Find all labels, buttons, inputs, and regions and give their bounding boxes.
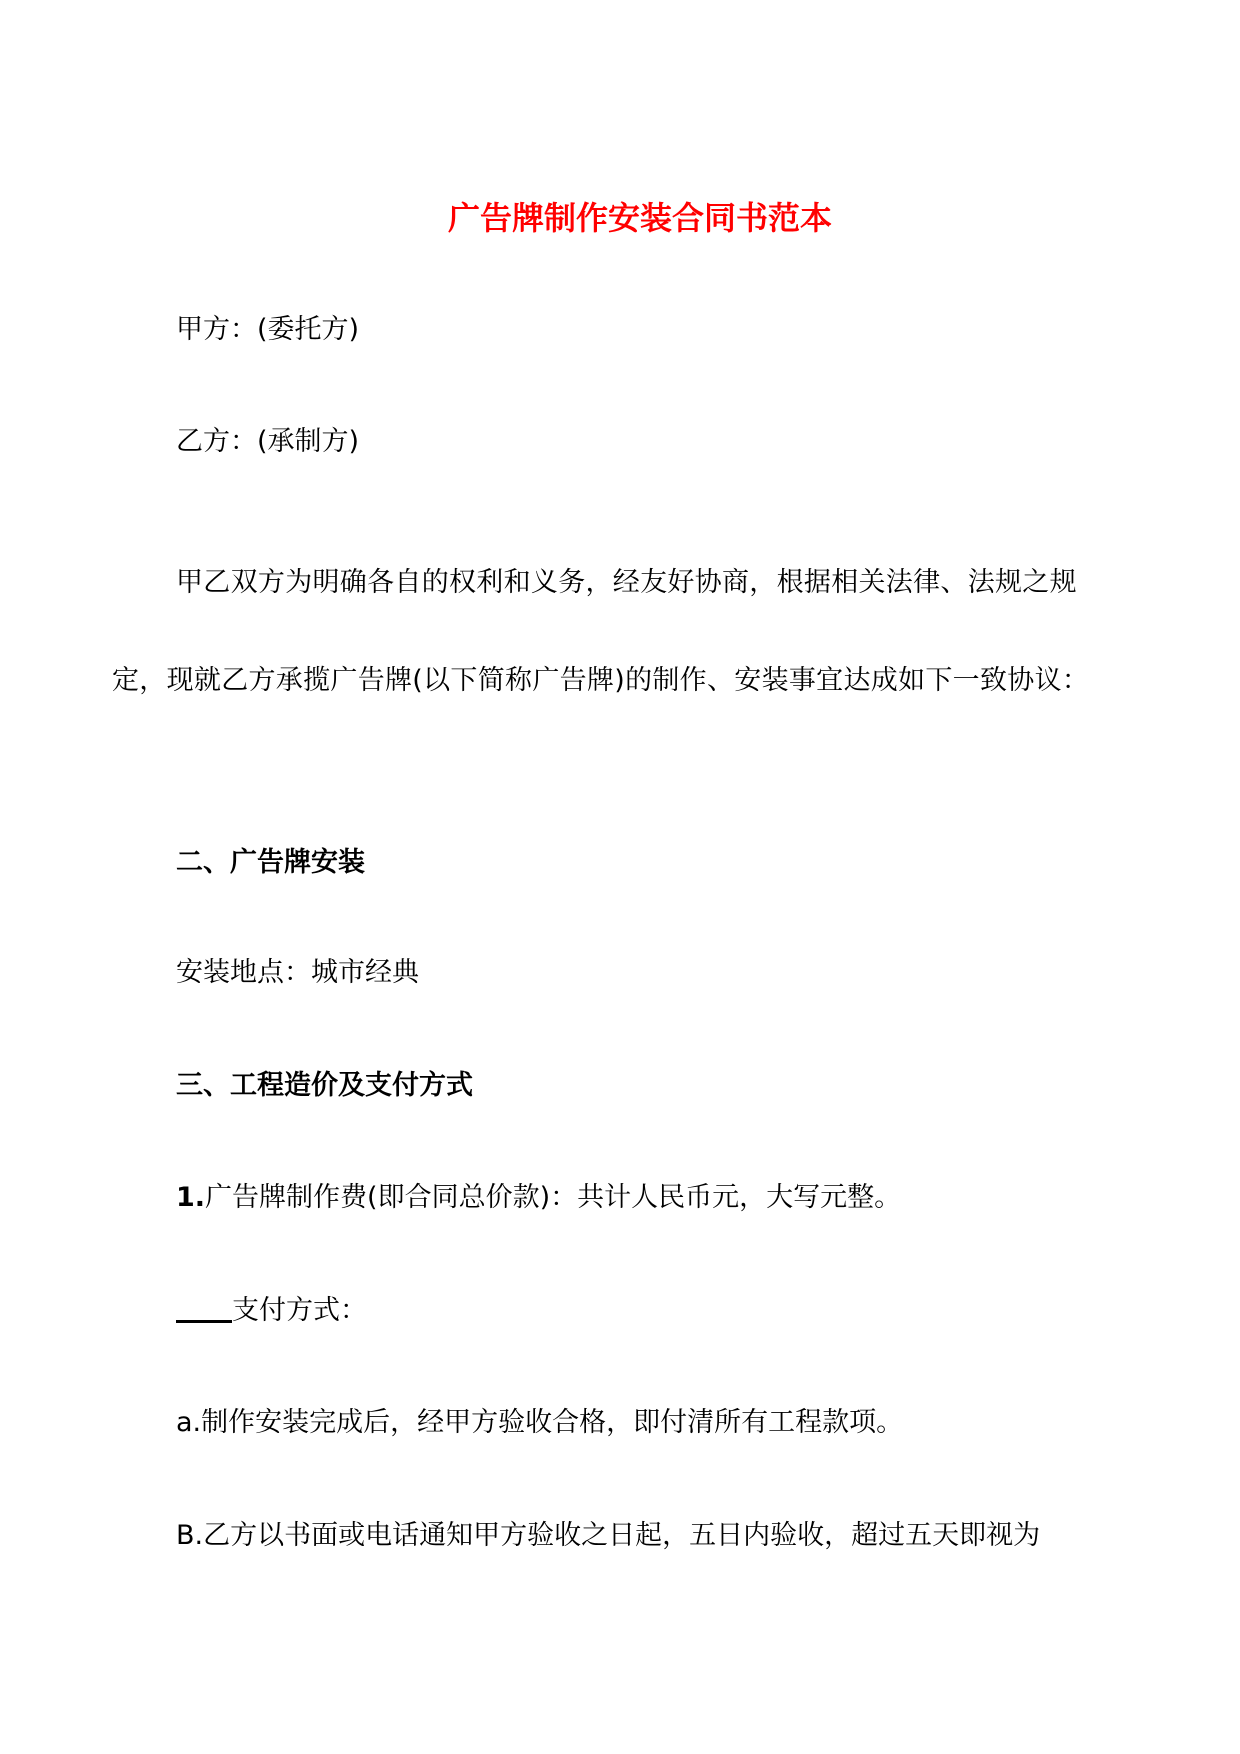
- payment-method-label: 支付方式：: [232, 1295, 367, 1326]
- blank-underline: [176, 1292, 232, 1323]
- item-1-text: 广告牌制作费(即合同总价款)：共计人民币元，大写元整。: [205, 1182, 902, 1213]
- item-a-line: a.制作安装完成后，经甲方验收合格，即付清所有工程款项。: [176, 1407, 904, 1438]
- party-b-line: 乙方：(承制方): [176, 426, 360, 457]
- item-b-line: B.乙方以书面或电话通知甲方验收之日起，五日内验收，超过五天即视为: [176, 1520, 1041, 1551]
- party-a-line: 甲方：(委托方): [176, 314, 360, 345]
- document-title: 广告牌制作安装合同书范本: [447, 199, 832, 237]
- intro-paragraph: 甲乙双方为明确各自的权利和义务，经友好协商，根据相关法律、法规之规定，现就乙方承揽广告牌(以下简称广告牌)的制作、安装事宜达成如下一致协议：: [112, 567, 1090, 696]
- payment-method-line: [176, 1291, 367, 1331]
- install-location-line: 安装地点：城市经典: [176, 957, 419, 988]
- item-1-number: 1.: [176, 1182, 206, 1213]
- section-2-heading: 二、广告牌安装: [176, 847, 365, 878]
- section-3-heading: 三、工程造价及支付方式: [176, 1070, 473, 1101]
- item-1-line: [176, 1178, 901, 1218]
